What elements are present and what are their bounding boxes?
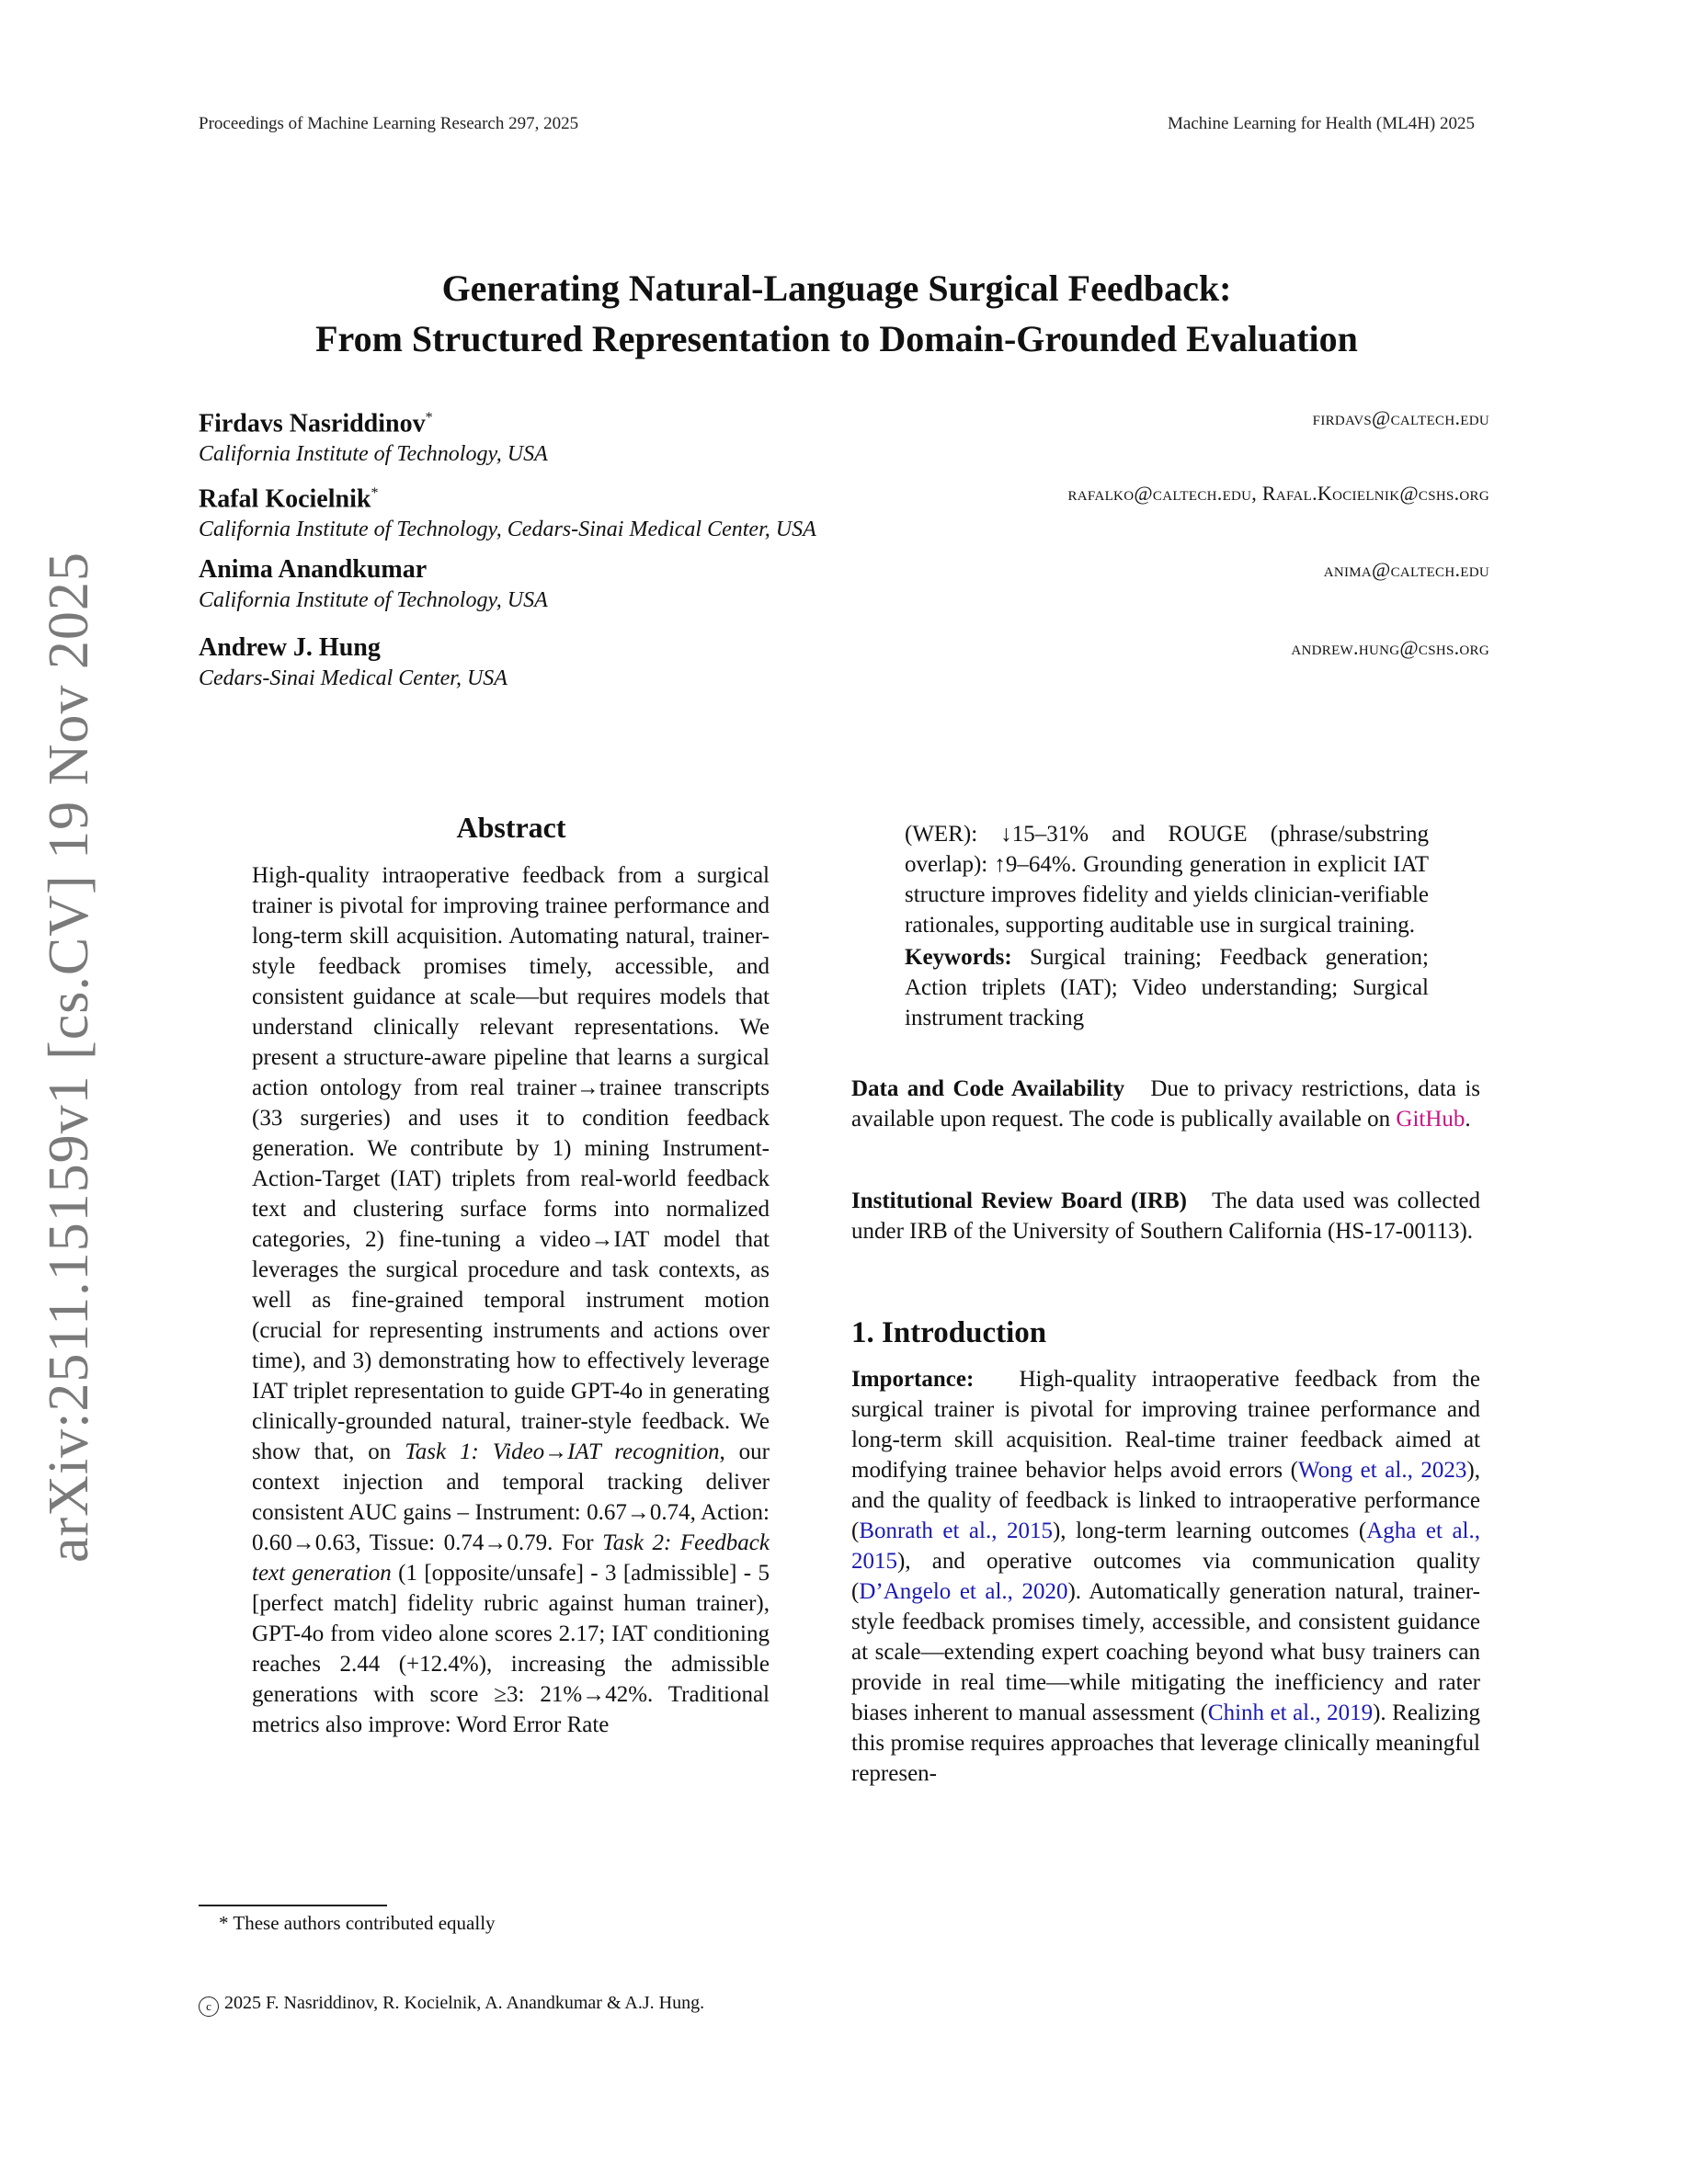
task1-label: Task 1: Video→IAT recognition — [405, 1439, 720, 1464]
keywords-text: Surgical training; Feedback generation; Action triplets (IAT); Video understanding; Surgical instrument tracking — [905, 945, 1429, 1030]
arxiv-stamp[interactable]: arXiv:2511.15159v1 [cs.CV] 19 Nov 2025 — [38, 552, 100, 1563]
author-affiliation: California Institute of Technology, USA — [199, 442, 548, 467]
running-header-right: Machine Learning for Health (ML4H) 2025 — [1168, 114, 1475, 133]
abstract-body-left — [252, 860, 770, 1740]
author-affiliation: California Institute of Technology, USA — [199, 588, 548, 612]
github-link[interactable]: GitHub — [1396, 1107, 1466, 1132]
copyright-icon: c — [199, 1996, 219, 2017]
citation-link[interactable]: Chinh et al., 2019 — [1207, 1701, 1374, 1725]
running-header-left: Proceedings of Machine Learning Research 297, 2025 — [199, 114, 579, 133]
author-3 — [199, 554, 1489, 615]
intro-text: ). Automatically generation natural, trainer-style feedback promises timely, accessible, and consistent guidance at scale—extending expert coaching beyond what busy trainers can provide in real time—while mitigating the inefficiency and rater biases inherent to manual assessment ( — [851, 1579, 1481, 1725]
irb-heading: Institutional Review Board (IRB) — [851, 1189, 1187, 1213]
data-availability-heading: Data and Code Availability — [851, 1076, 1125, 1101]
intro-text: ), and operative outcomes via communication quality ( — [851, 1549, 1480, 1604]
task2-label: Task 2: Feedback text generation — [252, 1530, 770, 1586]
intro-text: ), long-term learning outcomes ( — [1052, 1519, 1367, 1543]
keywords-label: Keywords: — [905, 945, 1012, 970]
importance-label: Importance: — [851, 1367, 975, 1392]
citation-link[interactable]: Agha et al., 2015 — [851, 1519, 1480, 1574]
citation-link[interactable]: Bonrath et al., 2015 — [859, 1519, 1053, 1543]
author-name: Rafal Kocielnik — [199, 484, 371, 514]
author-name: Anima Anandkumar — [199, 555, 428, 584]
copyright-line — [199, 1993, 704, 2017]
author-email[interactable]: firdavs@caltech.edu — [1312, 406, 1489, 429]
abstract-text: High-quality intraoperative feedback from a surgical trainer is pivotal for improving trainee performance and long-term skill acquisition. Automating natural, trainer-style feedback promises timely, accessible, and consistent guidance at scale—but requires models that understand clinically relevant representations. We present a structure-aware pipeline that learns a surgical action ontology from real trainer→trainee transcripts (33 surgeries) and uses it to condition feedback generation. We contribute by 1) mining Instrument-Action-Target (IAT) triplets from real-world feedback text and clustering surface forms into normalized categories, 2) fine-tuning a video→IAT model that leverages the surgical procedure and task contexts, as well as fine-grained temporal instrument motion (crucial for representing instruments and actions over time), and 3) demonstrating how to effectively leverage IAT triplet representation to guide GPT-4o in generating clinically-grounded natural, trainer-style feedback. We show that, on — [252, 863, 770, 1464]
author-email[interactable]: anima@caltech.edu — [1323, 558, 1489, 581]
abstract-body-right — [905, 819, 1429, 1033]
period: . — [1465, 1107, 1471, 1132]
intro-text: ). Realizing this promise requires approaches that leverage clinically meaningful represen- — [851, 1701, 1480, 1786]
footnote: * These authors contributed equally — [219, 1912, 496, 1934]
irb-text: The data used was collected under IRB of the University of Southern California (HS-17-00113). — [851, 1189, 1480, 1244]
author-name: Andrew J. Hung — [199, 633, 381, 662]
abstract-text: , our context injection and temporal tracking deliver consistent AUC gains – Instrument: 0.67→0.74, Action: 0.60→0.63, Tissue: 0.74→0.79. For — [252, 1439, 770, 1555]
author-affiliation: California Institute of Technology, Cedars-Sinai Medical Center, USA — [199, 518, 816, 542]
equal-contrib-mark: * — [425, 410, 433, 426]
title-line-1: Generating Natural-Language Surgical Feedback: — [441, 267, 1232, 309]
author-email[interactable]: rafalko@caltech.edu, Rafal.Kocielnik@cshs.org — [1067, 482, 1489, 505]
paper-title — [184, 263, 1489, 364]
author-4 — [199, 632, 1489, 693]
intro-text: ), and the quality of feedback is linked to intraoperative performance ( — [851, 1458, 1480, 1543]
copyright-text: 2025 F. Nasriddinov, R. Kocielnik, A. Anandkumar & A.J. Hung. — [224, 1993, 705, 2013]
citation-link[interactable]: D’Angelo et al., 2020 — [859, 1579, 1068, 1604]
author-1 — [199, 403, 1489, 469]
author-email[interactable]: andrew.hung@cshs.org — [1291, 636, 1489, 659]
author-2 — [199, 478, 1489, 544]
title-line-2: From Structured Representation to Domain-Grounded Evaluation — [315, 318, 1358, 359]
footnote-rule — [199, 1905, 387, 1906]
keywords — [905, 942, 1429, 1033]
abstract-text: (WER): ↓15–31% and ROUGE (phrase/substring overlap): ↑9–64%. Grounding generation in explicit IAT structure improves fidelity and yields clinician-verifiable rationales, supporting auditable use in surgical training. — [905, 822, 1429, 938]
abstract-heading: Abstract — [456, 811, 566, 844]
data-availability-text: Due to privacy restrictions, data is available upon request. The code is publically available on — [851, 1076, 1480, 1132]
data-availability — [851, 1074, 1480, 1134]
introduction-body — [851, 1364, 1480, 1789]
equal-contrib-mark: * — [371, 485, 379, 501]
author-affiliation: Cedars-Sinai Medical Center, USA — [199, 666, 508, 690]
section-heading-introduction: 1. Introduction — [851, 1316, 1047, 1349]
author-name: Firdavs Nasriddinov — [199, 409, 426, 438]
intro-text: High-quality intraoperative feedback from the surgical trainer is pivotal for improving trainee performance and long-term skill acquisition. Real-time trainer feedback aimed at modifying trainee behavior helps avoid errors ( — [851, 1367, 1480, 1483]
abstract-text: (1 [opposite/unsafe] - 3 [admissible] - 5 [perfect match] fidelity rubric against human trainer), GPT-4o from video alone scores 2.17; IAT conditioning reaches 2.44 (+12.4%), increasing the admissible generations with score ≥3: 21%→42%. Traditional metrics also improve: Word Error Rate — [252, 1561, 770, 1737]
irb-statement — [851, 1186, 1480, 1246]
citation-link[interactable]: Wong et al., 2023 — [1298, 1458, 1467, 1483]
